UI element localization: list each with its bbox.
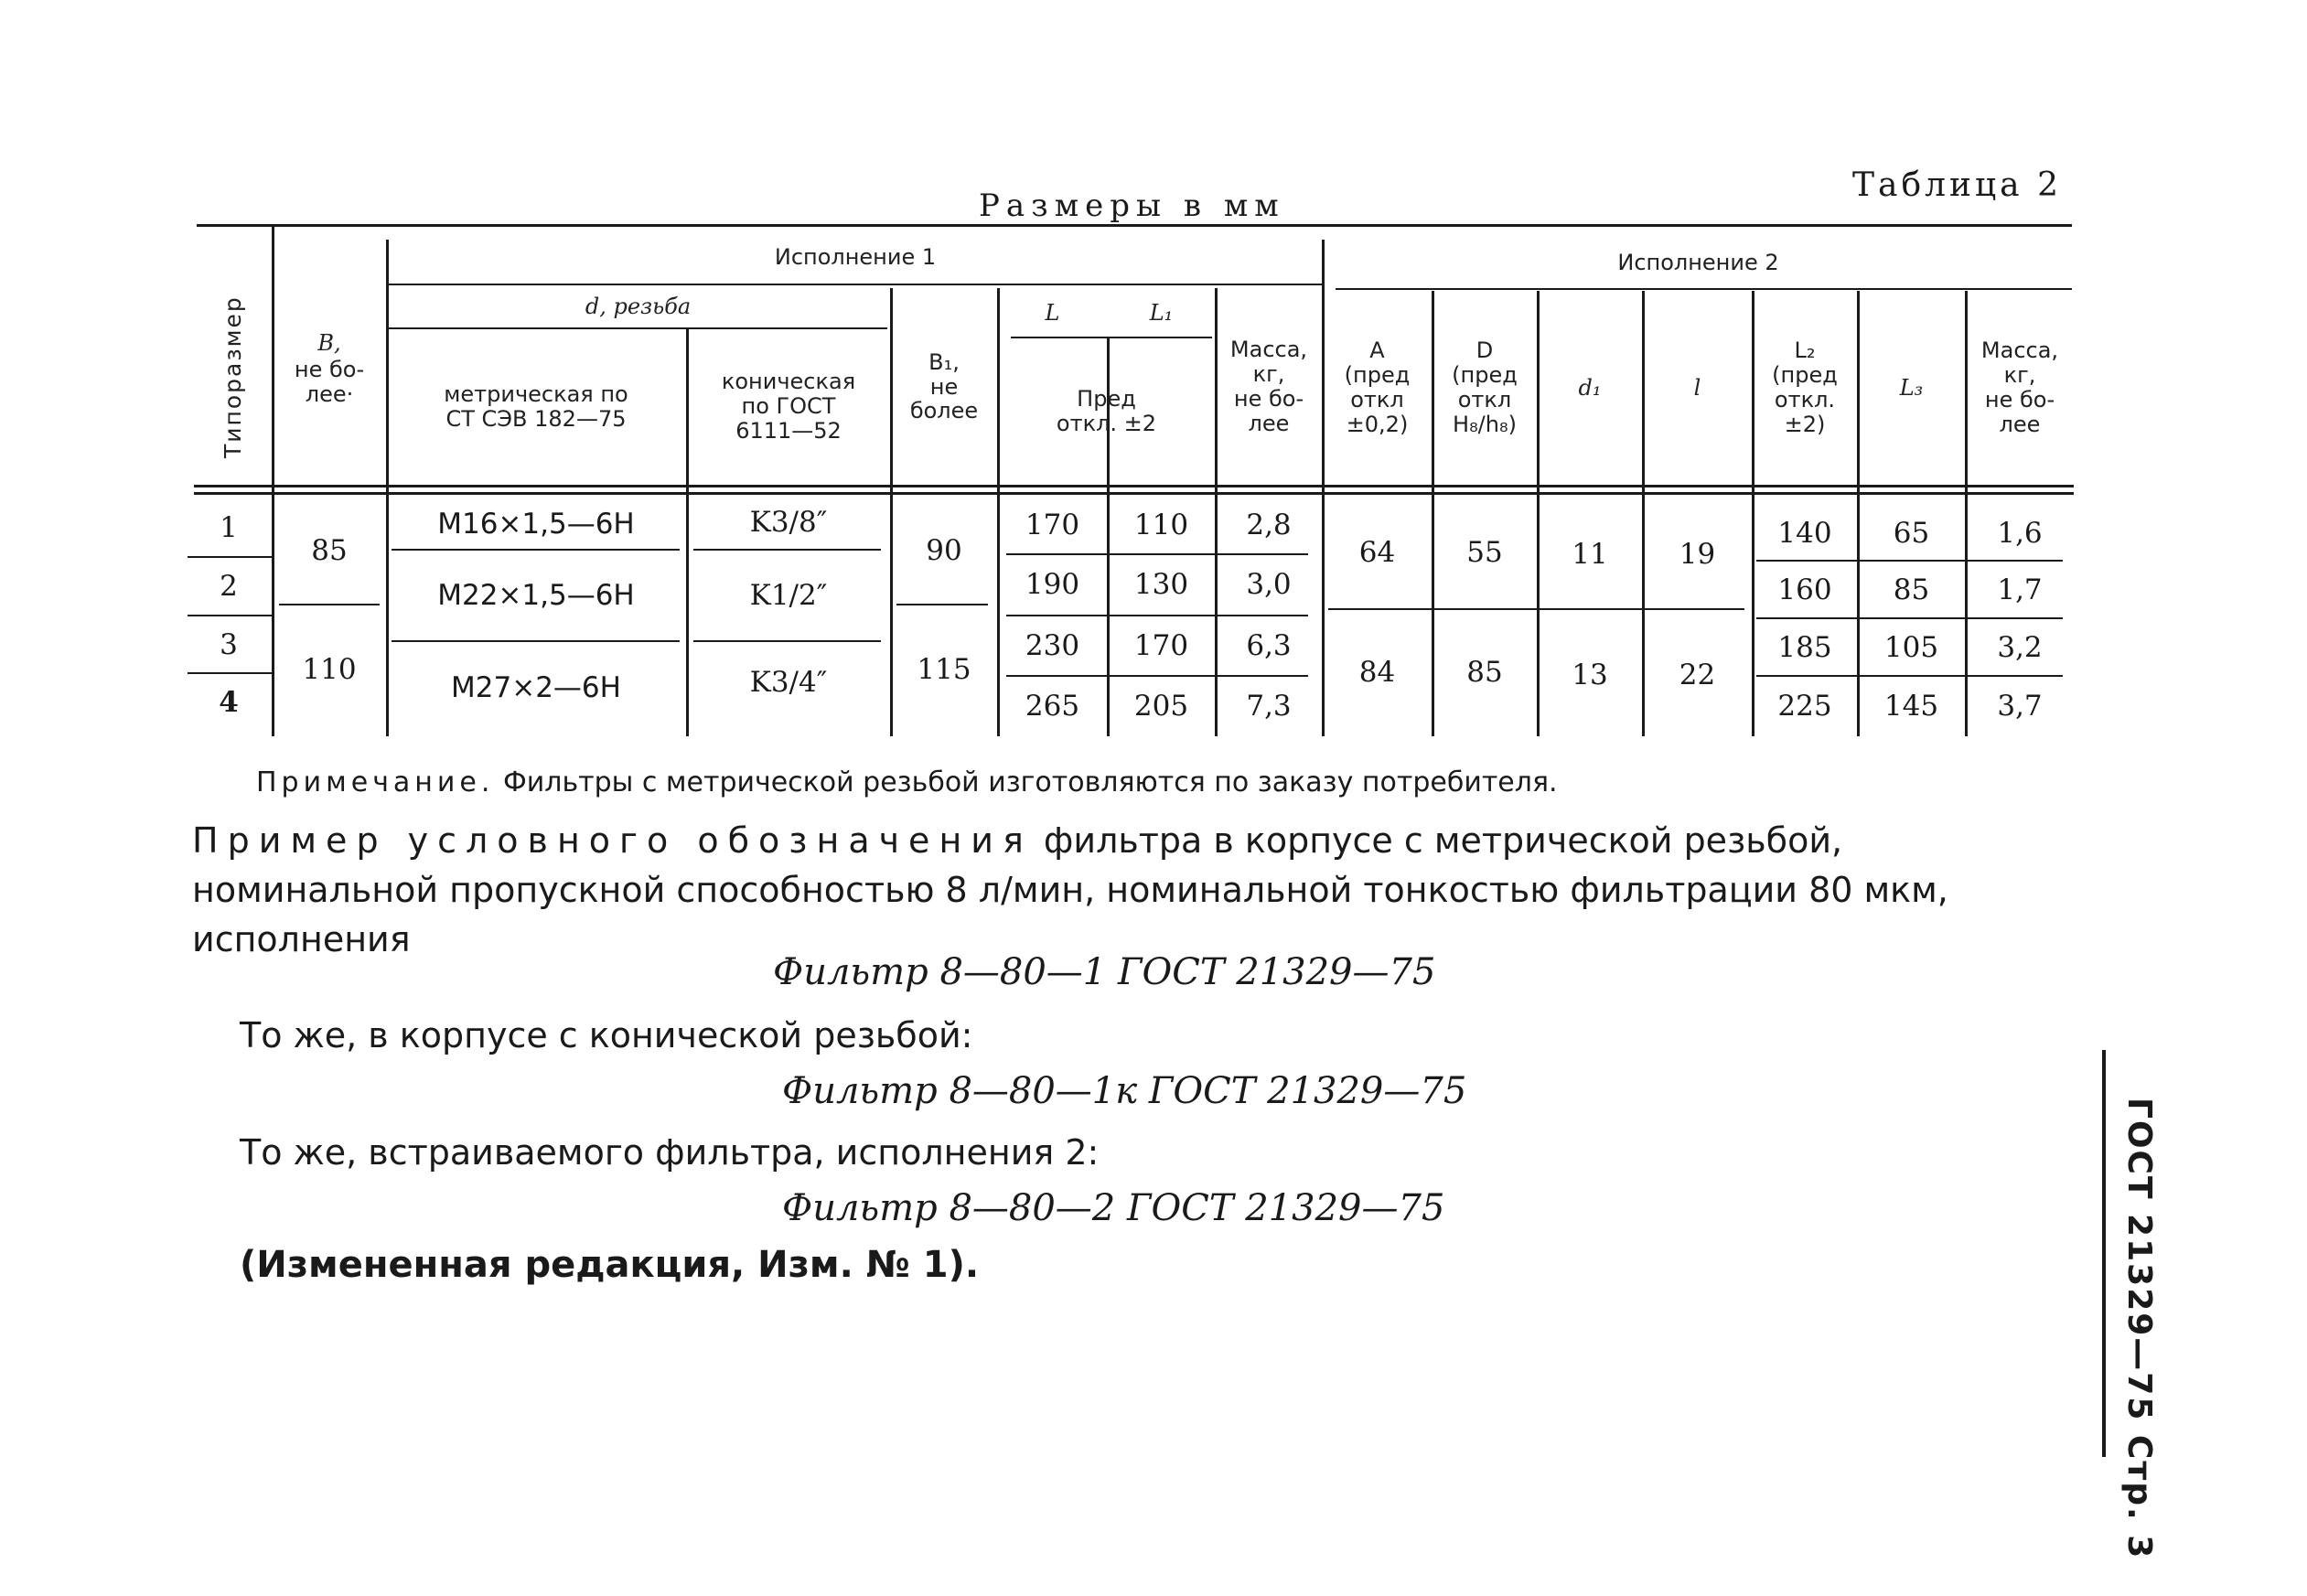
l2-cell: 160 — [1777, 573, 1832, 606]
l1-cell: 130 — [1133, 568, 1189, 601]
b1-header: B₁, не более — [909, 348, 979, 424]
l3-cell: 145 — [1883, 690, 1939, 723]
massa-2-cell: 1,7 — [1997, 573, 2043, 606]
d-cell: 55 — [1466, 536, 1503, 569]
example-line-3: То же, встраиваемого фильтра, исполнения 2: — [240, 1132, 1100, 1173]
example-lead: Пример условного обозначения — [192, 820, 1033, 861]
ispolnenie-2-header: Исполнение 2 — [1617, 249, 1779, 275]
example-line-2: То же, в корпусе с конической резьбой: — [240, 1015, 973, 1055]
b1-cell: 90 — [926, 534, 962, 567]
tiporazmer-cell: 1 — [220, 511, 238, 544]
b-cell: 110 — [302, 653, 357, 686]
pred-otkl-header: Пред откл. ±2 — [1056, 385, 1157, 436]
l-cell: 170 — [1025, 509, 1080, 541]
designation-3: Фильтр 8—80—2 ГОСТ 21329—75 — [782, 1187, 1445, 1229]
a-cell: 84 — [1358, 656, 1396, 689]
table-note — [256, 766, 1558, 798]
revision-note: (Измененная редакция, Изм. № 1). — [240, 1244, 980, 1286]
l-small-cell: 19 — [1679, 538, 1716, 571]
l2-header: L₂ (пред откл. ±2) — [1772, 337, 1838, 437]
conical-thread-header: коническая по ГОСТ 6111—52 — [721, 369, 856, 444]
massa-2-cell: 3,7 — [1997, 690, 2043, 723]
l2-cell: 185 — [1777, 630, 1832, 664]
l3-cell: 85 — [1893, 573, 1930, 606]
page-header-side: ГОСТ 21329—75 Стр. 3 — [2120, 1098, 2158, 1560]
l1-cell: 170 — [1133, 629, 1189, 662]
b1-cell: 115 — [917, 653, 971, 686]
l1-cell: 205 — [1133, 690, 1189, 723]
d1-header: d₁ — [1578, 374, 1602, 401]
metric-thread-cell: M16×1,5—6H — [437, 508, 635, 541]
designation-2: Фильтр 8—80—1к ГОСТ 21329—75 — [782, 1070, 1467, 1112]
example-text: фильтра в корпусе с метрической резьбой, номинальной пропускной способностью 8 л/мин, номинальной тонкостью фильтрации 80 мкм, исполнения — [192, 820, 1948, 959]
b-subheader: не бо- лее· — [294, 357, 365, 407]
l1-cell: 110 — [1133, 509, 1189, 541]
tiporazmer-header: Типоразмер — [220, 295, 246, 459]
metric-thread-cell: M22×1,5—6H — [437, 579, 635, 612]
massa-1-cell: 7,3 — [1246, 690, 1292, 723]
d-thread-header: d, резьба — [585, 293, 692, 319]
massa-2-cell: 1,6 — [1997, 517, 2043, 550]
l3-cell: 105 — [1883, 630, 1939, 664]
massa-2-header: Масса, кг, не бо- лее — [1980, 337, 2059, 437]
conical-thread-cell: K1/2″ — [749, 579, 828, 612]
l3-cell: 65 — [1893, 517, 1930, 550]
units-caption: Размеры в мм — [979, 187, 1285, 224]
massa-1-cell: 3,0 — [1246, 568, 1292, 601]
metric-thread-header: метрическая по СТ СЭВ 182—75 — [444, 380, 628, 432]
d1-cell: 13 — [1572, 659, 1608, 691]
tiporazmer-cell: 2 — [220, 570, 238, 603]
massa-2-cell: 3,2 — [1997, 630, 2043, 664]
conical-thread-cell: K3/4″ — [749, 666, 828, 699]
tiporazmer-cell: 3 — [220, 628, 238, 661]
conical-thread-cell: K3/8″ — [749, 506, 828, 539]
note-label: Примечание. — [256, 766, 495, 798]
note-text: Фильтры с метрической резьбой изготовляются по заказу потребителя. — [494, 766, 1558, 798]
d-header: D (пред откл H₈/h₈) — [1452, 337, 1518, 437]
l-header: L — [1045, 299, 1060, 326]
b-cell: 85 — [311, 534, 348, 567]
tiporazmer-cell: 4 — [219, 686, 239, 719]
a-header: A (пред откл ±0,2) — [1344, 337, 1411, 437]
l3-header: L₃ — [1899, 374, 1924, 401]
b-header: B, — [317, 329, 341, 356]
l-cell: 190 — [1025, 568, 1080, 601]
l-cell: 230 — [1025, 629, 1080, 662]
designation-1: Фильтр 8—80—1 ГОСТ 21329—75 — [773, 951, 1436, 993]
table-number: Таблица 2 — [1852, 166, 2062, 204]
l-small-header: l — [1693, 374, 1701, 401]
example-paragraph — [192, 816, 2058, 964]
l-small-cell: 22 — [1679, 659, 1716, 691]
l1-header: L₁ — [1149, 299, 1174, 326]
l2-cell: 225 — [1777, 690, 1832, 723]
massa-1-cell: 6,3 — [1246, 629, 1292, 662]
massa-1-cell: 2,8 — [1246, 509, 1292, 541]
side-rule — [2102, 1050, 2106, 1457]
d-cell: 85 — [1466, 656, 1503, 689]
d1-cell: 11 — [1572, 538, 1608, 571]
l2-cell: 140 — [1777, 517, 1832, 550]
ispolnenie-1-header: Исполнение 1 — [774, 243, 937, 270]
metric-thread-cell: M27×2—6H — [451, 671, 621, 704]
l-cell: 265 — [1025, 690, 1080, 723]
a-cell: 64 — [1358, 536, 1396, 569]
massa-1-header: Масса, кг, не бо- лее — [1229, 337, 1308, 436]
